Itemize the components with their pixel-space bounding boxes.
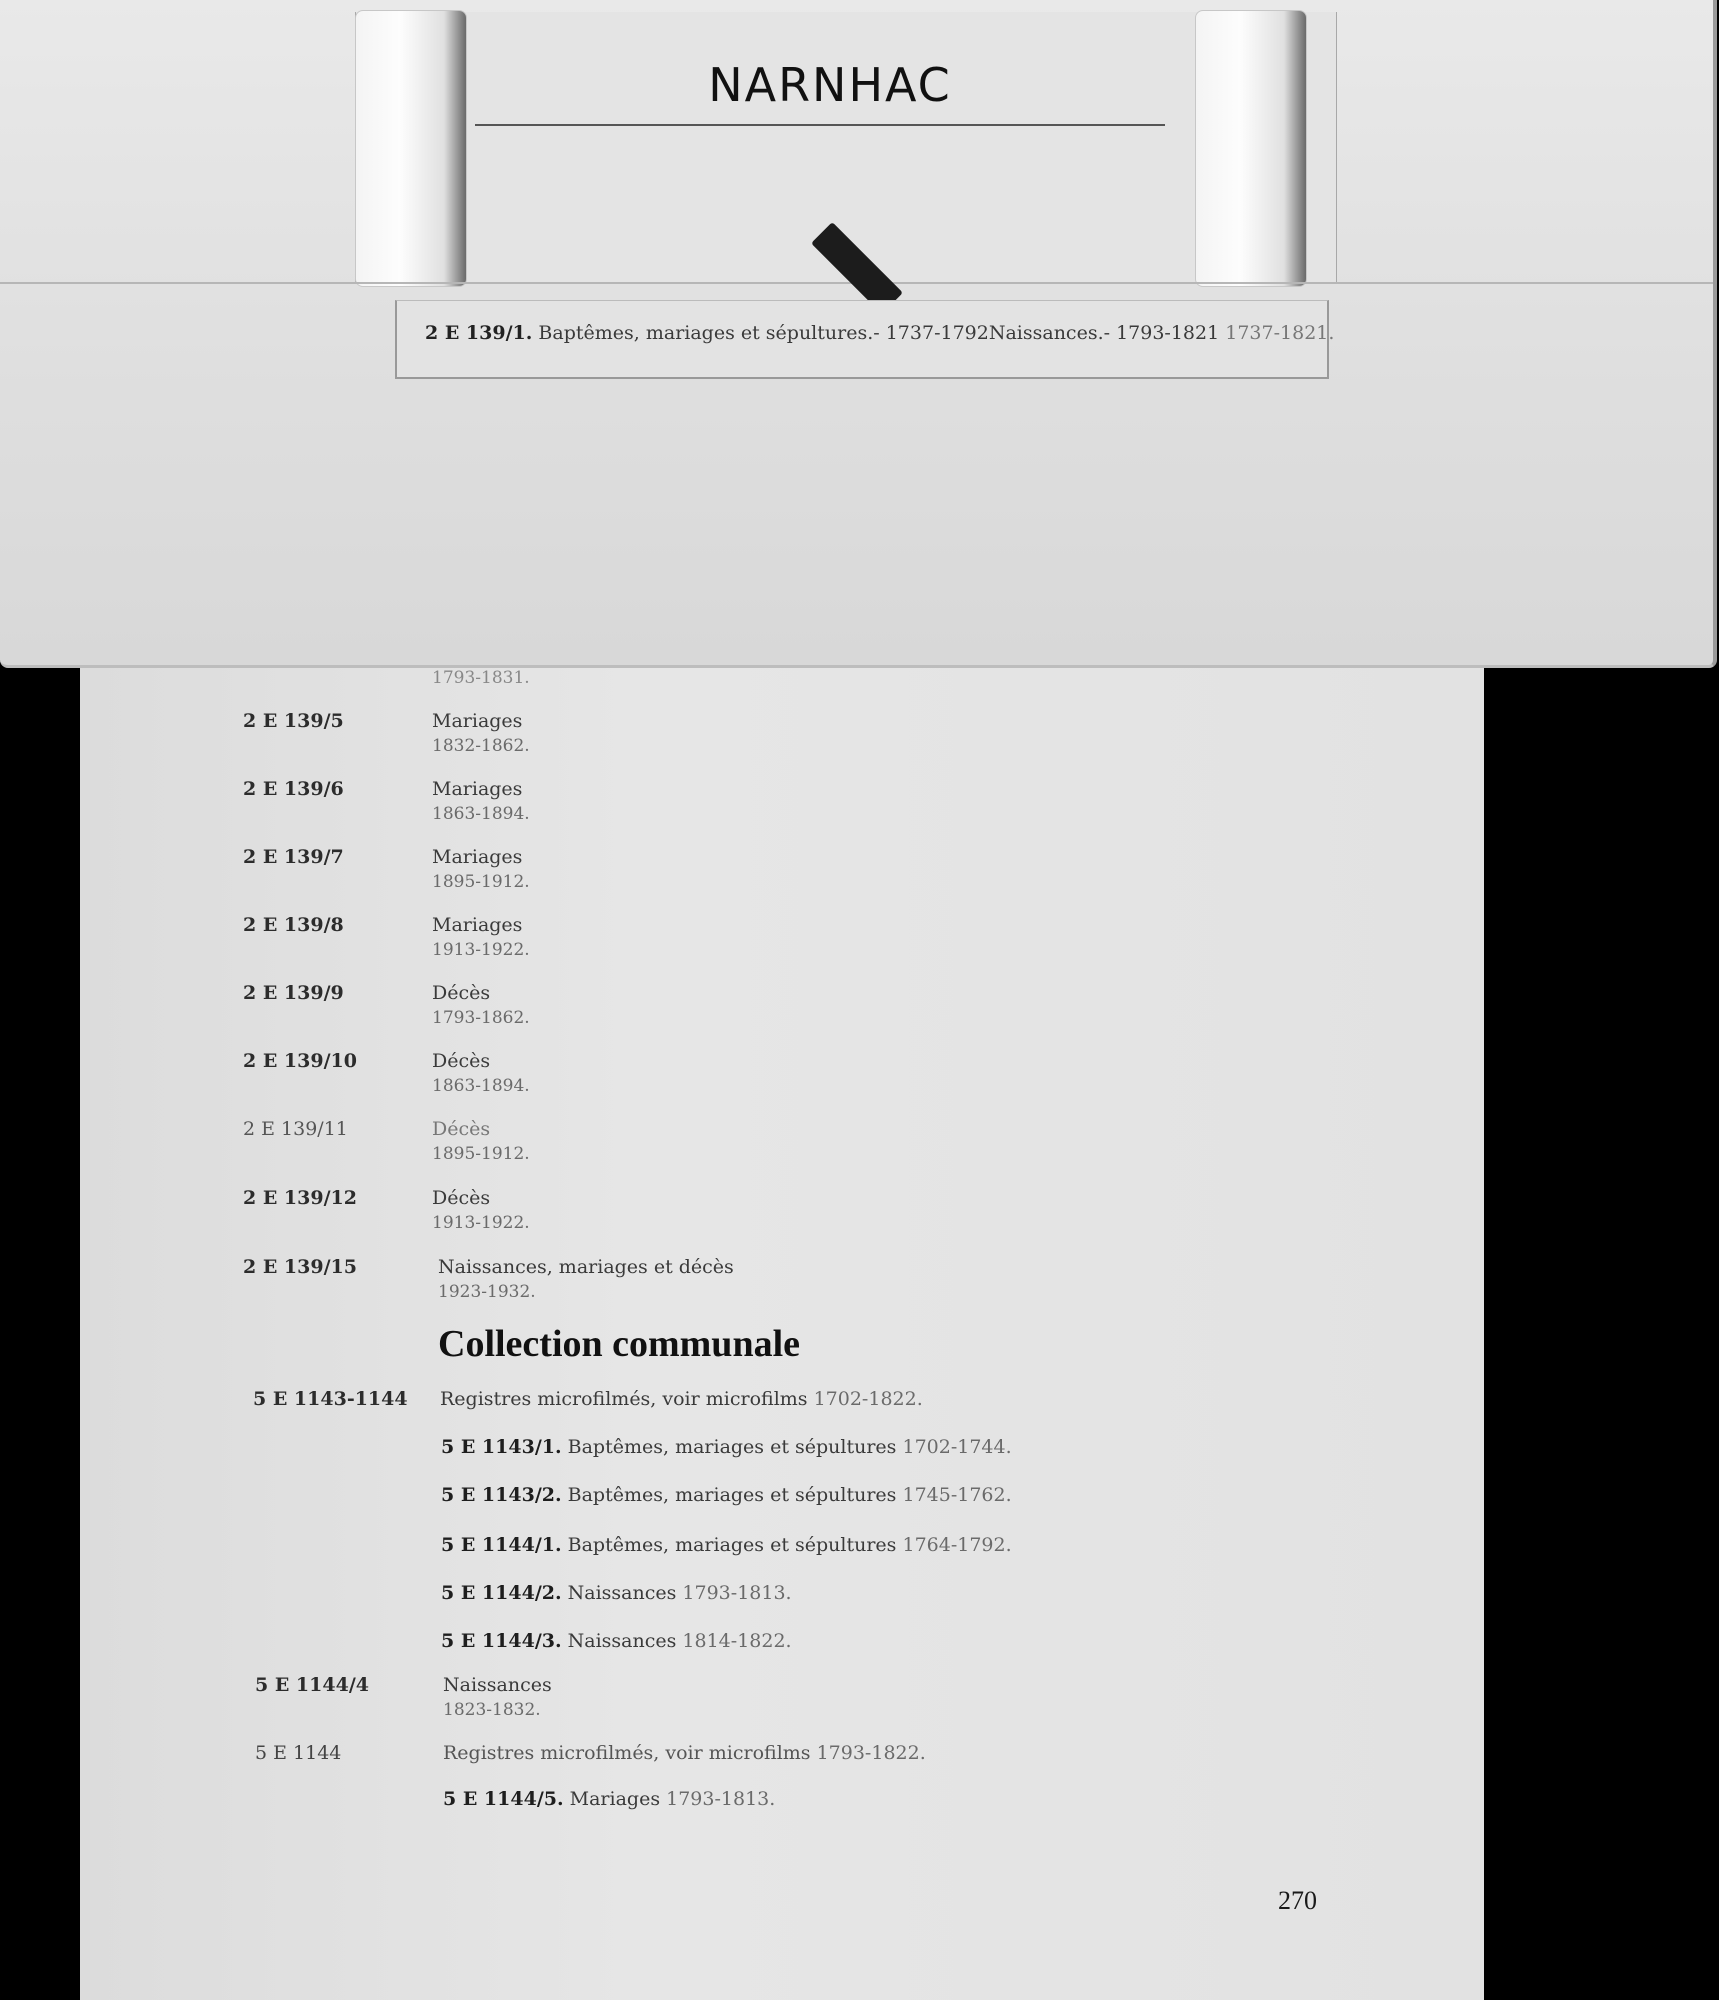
left-clip (355, 10, 467, 287)
register-label: Mariages (432, 914, 523, 936)
register-code: 2 E 139/5 (243, 710, 344, 732)
sub-entry-years: 1702-1744. (902, 1436, 1012, 1458)
sub-entry (441, 1582, 792, 1604)
entry-line (425, 322, 1334, 344)
collection-text (443, 1742, 926, 1764)
register-years: 1913-1922. (432, 1213, 530, 1233)
right-clip (1195, 10, 1307, 287)
register-code: 2 E 139/12 (243, 1187, 357, 1209)
register-years: 1793-1862. (432, 1008, 530, 1028)
register-code: 2 E 139/15 (243, 1256, 357, 1278)
page-number: 270 (1278, 1886, 1317, 1915)
sub-entry-years: 1793-1813. (682, 1582, 792, 1604)
sub-entry-text: Baptêmes, mariages et sépultures (567, 1534, 897, 1556)
register-years: 1913-1922. (432, 940, 530, 960)
register-code: 2 E 139/7 (243, 846, 344, 868)
collection-text (440, 1388, 923, 1410)
sub-entry-years: 1764-1792. (902, 1534, 1012, 1556)
collection-text-label: Registres microfilmés, voir microfilms (440, 1388, 808, 1410)
sub-entry-code: 5 E 1143/1. (441, 1436, 562, 1458)
sub-entry-code: 5 E 1143/2. (441, 1484, 562, 1506)
register-label: Décès (432, 1187, 491, 1209)
register-code: 2 E 139/10 (243, 1050, 357, 1072)
register-code: 2 E 139/8 (243, 914, 344, 936)
sub-entry-code: 5 E 1144/2. (441, 1582, 562, 1604)
entry-years: 1737-1821. (1225, 322, 1335, 344)
collection-text-label: Registres microfilmés, voir microfilms (443, 1742, 811, 1764)
sub-entry (441, 1630, 792, 1652)
register-years: 1832-1862. (432, 736, 530, 756)
register-code: 2 E 139/6 (243, 778, 344, 800)
sub-entry-text: Naissances (567, 1630, 677, 1652)
sub-entry-years: 1793-1813. (666, 1788, 776, 1810)
register-years: 1895-1912. (432, 872, 530, 892)
collection-years: 1702-1822. (813, 1388, 923, 1410)
register-label: Décès (432, 1050, 491, 1072)
register-years: 1863-1894. (432, 1076, 530, 1096)
register-label: Décès (432, 1118, 491, 1140)
sub-entry (441, 1436, 1012, 1458)
sub-entry-code: 5 E 1144/1. (441, 1534, 562, 1556)
register-label: Décès (432, 982, 491, 1004)
document-page (80, 560, 1484, 2000)
collection-code: 5 E 1143-1144 (253, 1388, 408, 1410)
register-code: 5 E 1144/4 (255, 1674, 369, 1696)
register-years: 1823-1832. (443, 1700, 541, 1720)
label-card (0, 0, 1717, 668)
sub-entry-code: 5 E 1144/5. (443, 1788, 564, 1810)
sub-entry (441, 1484, 1012, 1506)
commune-title: NARNHAC (708, 58, 952, 112)
register-label: Naissances (443, 1674, 552, 1696)
register-code: 2 E 139/11 (243, 1118, 348, 1140)
register-years: 1923-1932. (438, 1282, 536, 1302)
sub-entry (443, 1788, 775, 1810)
register-years: 1895-1912. (432, 1144, 530, 1164)
sub-entry-years: 1745-1762. (902, 1484, 1012, 1506)
sub-entry-text: Baptêmes, mariages et sépultures (567, 1484, 897, 1506)
register-label: Mariages (432, 710, 523, 732)
register-years: 1863-1894. (432, 804, 530, 824)
sub-entry-text: Naissances (567, 1582, 677, 1604)
section-heading: Collection communale (438, 1323, 801, 1365)
entry-code: 2 E 139/1. (425, 322, 533, 344)
sub-entry-code: 5 E 1144/3. (441, 1630, 562, 1652)
sub-entry-text: Baptêmes, mariages et sépultures (567, 1436, 897, 1458)
sub-entry (441, 1534, 1012, 1556)
title-underline (475, 124, 1165, 126)
sub-entry-years: 1814-1822. (682, 1630, 792, 1652)
register-label: Mariages (432, 846, 523, 868)
register-code: 2 E 139/9 (243, 982, 344, 1004)
register-label: Mariages (432, 778, 523, 800)
collection-code: 5 E 1144 (255, 1742, 342, 1764)
sub-entry-text: Mariages (569, 1788, 661, 1810)
collection-years: 1793-1822. (816, 1742, 926, 1764)
partial-date: 1793-1831. (432, 668, 530, 688)
register-label: Naissances, mariages et décès (438, 1256, 734, 1278)
entry-description: Baptêmes, mariages et sépultures.- 1737-1792Naissances.- 1793-1821 (538, 322, 1220, 344)
